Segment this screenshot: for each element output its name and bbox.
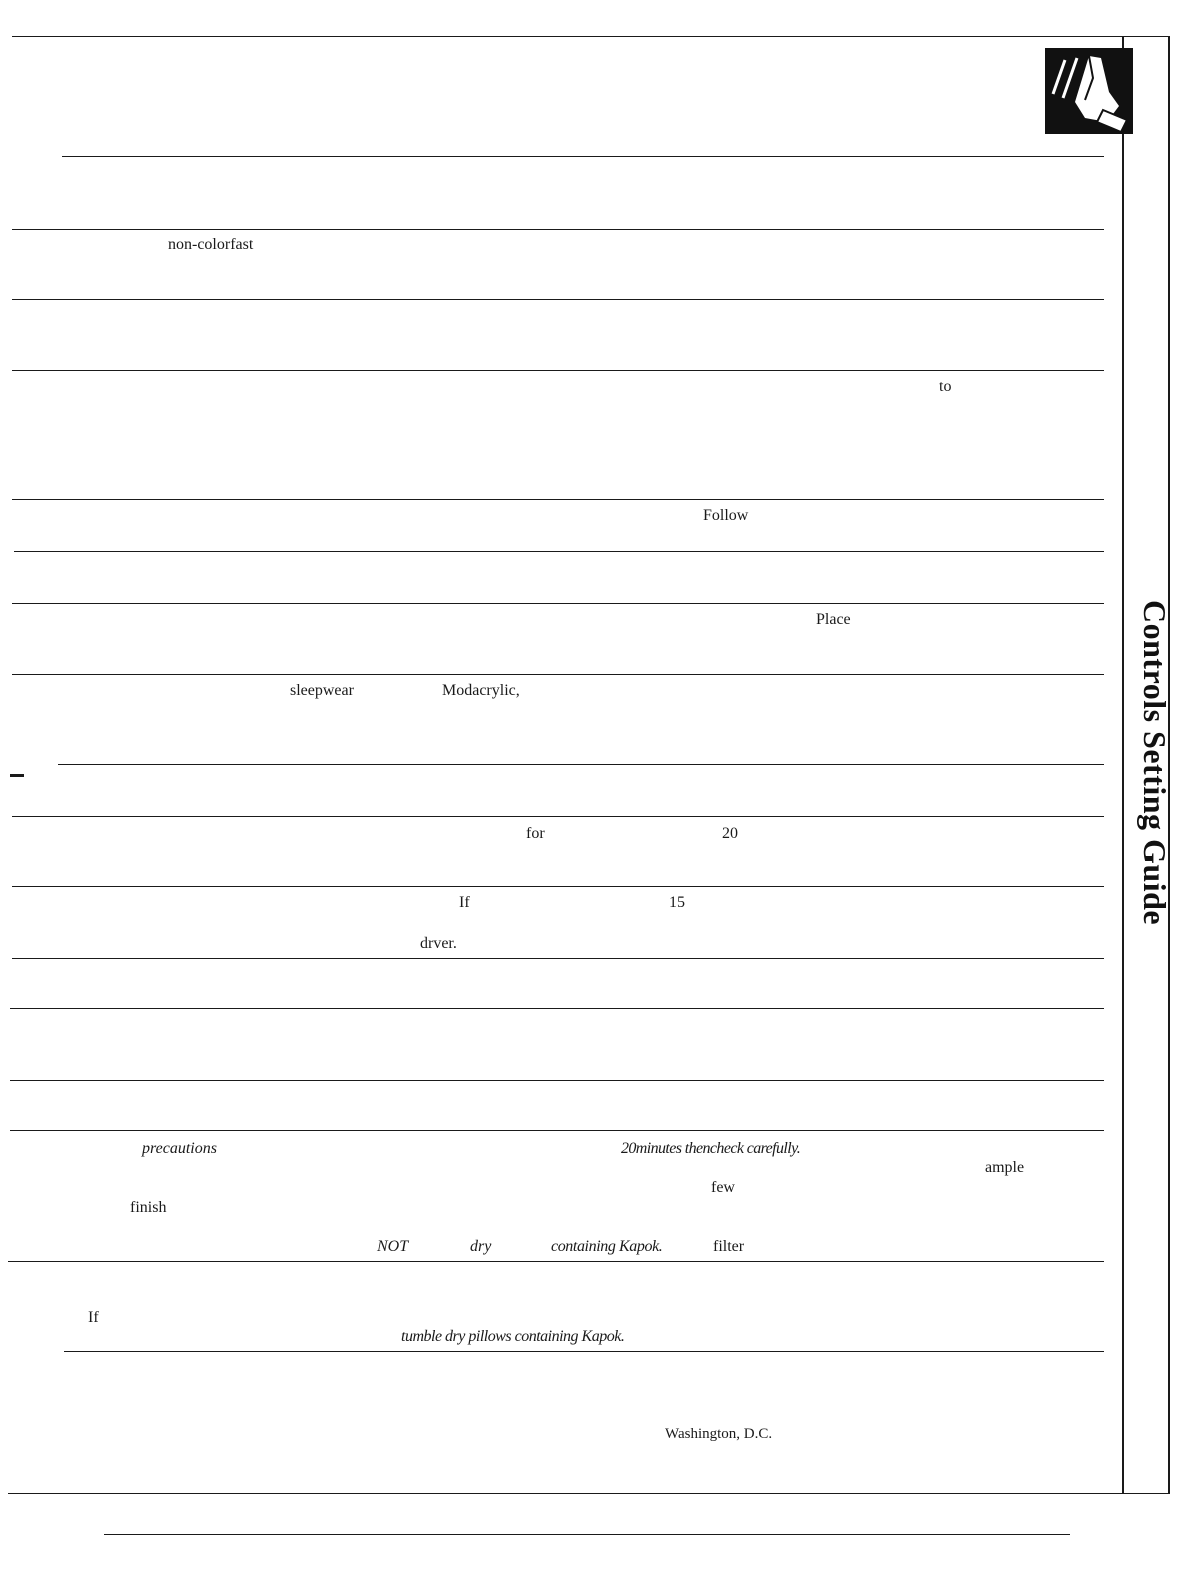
row-separator <box>12 299 1104 300</box>
text-fragment: to <box>939 378 952 395</box>
text-fragment: filter <box>713 1238 745 1255</box>
text-fragment: sleepwear <box>290 682 354 699</box>
row-separator <box>58 764 1104 765</box>
text-fragment: 20minutes thencheck carefully. <box>621 1140 801 1157</box>
row-separator <box>10 1130 1104 1131</box>
text-fragment: 15 <box>669 894 685 911</box>
row-separator <box>12 499 1104 500</box>
row-separator <box>12 603 1104 604</box>
row-separator <box>12 370 1104 371</box>
row-separator <box>10 1080 1104 1081</box>
text-fragment: NOT <box>377 1238 409 1255</box>
text-fragment: containing Kapok. <box>551 1238 663 1255</box>
footer-rule <box>104 1534 1070 1535</box>
right-column-border <box>1122 36 1124 1494</box>
row-separator <box>12 674 1104 675</box>
section-side-tab <box>1137 600 1173 960</box>
top-border-line <box>12 36 1170 37</box>
section-title: Controls Setting Guide <box>1137 600 1173 926</box>
text-fragment: tumble dry pillows containing Kapok. <box>401 1328 625 1345</box>
text-fragment: Place <box>816 611 851 628</box>
text-fragment: Washington, D.C. <box>665 1426 773 1442</box>
row-separator <box>64 1351 1104 1352</box>
text-fragment: precautions <box>142 1140 217 1157</box>
text-fragment: Modacrylic, <box>442 682 520 699</box>
row-separator <box>12 229 1104 230</box>
text-fragment: drver. <box>420 935 457 952</box>
text-fragment: finish <box>130 1199 167 1216</box>
row-separator <box>62 156 1104 157</box>
row-separator <box>12 816 1104 817</box>
dash-mark <box>10 774 24 777</box>
row-separator <box>14 551 1104 552</box>
text-fragment: dry <box>470 1238 492 1255</box>
text-fragment: If <box>459 894 470 911</box>
text-fragment: few <box>711 1179 735 1196</box>
row-separator <box>12 958 1104 959</box>
text-fragment: for <box>526 825 545 842</box>
row-separator <box>12 886 1104 887</box>
text-fragment: If <box>88 1309 99 1326</box>
text-fragment: 20 <box>722 825 738 842</box>
text-fragment: non-colorfast <box>168 236 254 253</box>
row-separator <box>10 1008 1104 1009</box>
bottom-border-line <box>8 1493 1170 1494</box>
hand-pressing-button-icon <box>1045 48 1133 134</box>
text-fragment: Follow <box>703 507 749 524</box>
text-fragment: ample <box>985 1159 1025 1176</box>
row-separator <box>8 1261 1104 1262</box>
